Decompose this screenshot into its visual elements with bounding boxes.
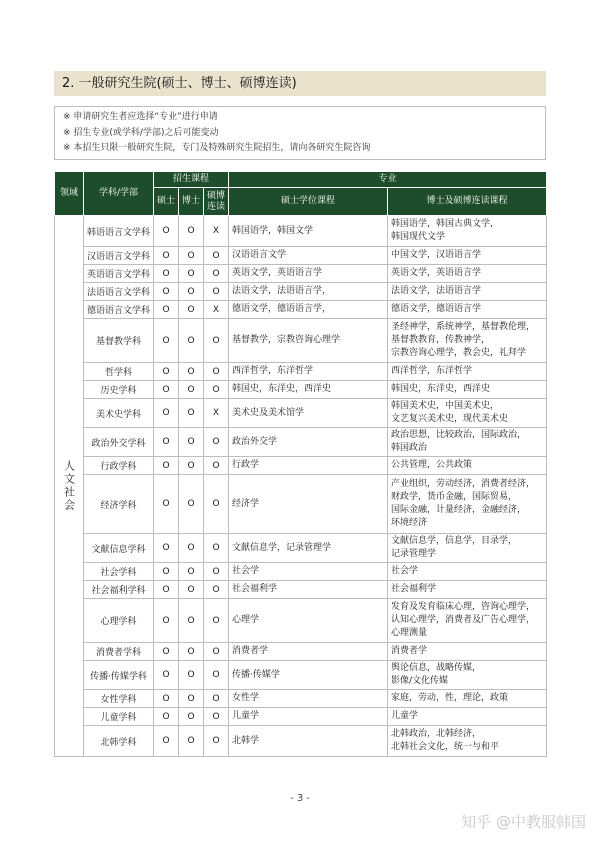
master-courses-cell <box>229 399 388 428</box>
course-line: 文艺复兴美术史，现代美术史 <box>391 414 509 424</box>
doctor-mark: O <box>179 319 204 363</box>
master-mark: O <box>154 216 179 247</box>
master-courses-cell <box>229 534 388 563</box>
table-row <box>55 381 547 399</box>
combined-mark: O <box>204 381 229 399</box>
master-courses-cell <box>229 457 388 475</box>
doctor-mark: O <box>179 457 204 475</box>
course-line: 西洋哲学，东洋哲学 <box>232 366 314 376</box>
master-mark: O <box>154 399 179 428</box>
master-courses-cell <box>229 319 388 363</box>
doctor-courses-cell <box>388 563 547 581</box>
combined-mark: O <box>204 690 229 708</box>
course-line: 儿童学 <box>391 711 419 721</box>
dept-cell: 韩语语言文学科 <box>84 216 154 247</box>
doctor-courses-cell <box>388 399 547 428</box>
master-courses-cell <box>229 690 388 708</box>
course-line: 社会学 <box>391 566 419 576</box>
course-line: 文献信息学，记录管理学 <box>232 542 332 553</box>
doctor-courses-cell <box>388 457 547 475</box>
master-courses-cell <box>229 643 388 661</box>
course-line: 韩国美术史，中国美术史， <box>391 401 500 411</box>
table-row <box>55 216 547 247</box>
combined-mark: O <box>204 283 229 301</box>
dept-cell: 哲学科 <box>84 363 154 381</box>
combined-mark: O <box>204 534 229 563</box>
master-mark: O <box>154 708 179 726</box>
course-line: 北韩政治，北韩经济， <box>391 729 482 739</box>
table-row <box>55 690 547 708</box>
course-line: 韩国史，东洋史，西洋史 <box>232 384 332 394</box>
course-line: 韩国现代文学 <box>391 232 446 242</box>
doctor-courses-cell <box>388 581 547 599</box>
combined-mark: O <box>204 726 229 757</box>
combined-mark: O <box>204 643 229 661</box>
course-line: 美术史及美术馆学 <box>232 407 305 418</box>
watermark: 知乎 @中教服韩国 <box>461 813 586 831</box>
header-area: 领域 <box>55 172 84 216</box>
table-row <box>55 247 547 265</box>
course-line: 发育及发育临床心理，咨询心理学， <box>391 602 536 612</box>
master-courses-cell <box>229 301 388 319</box>
course-line: 北韩社会文化，统一与和平 <box>391 742 500 752</box>
master-mark: O <box>154 661 179 690</box>
table-row <box>55 399 547 428</box>
course-line: 传播·传媒学 <box>232 669 280 680</box>
doctor-mark: O <box>179 690 204 708</box>
master-courses-cell <box>229 381 388 399</box>
course-line: 韩国史，东洋史，西洋史 <box>391 384 491 394</box>
table-row <box>55 475 547 534</box>
header-doctor-courses: 博士及硕博连读课程 <box>388 188 547 216</box>
combined-mark: X <box>204 216 229 247</box>
course-line: 韩国政治 <box>391 443 428 453</box>
master-courses-cell <box>229 661 388 690</box>
course-line: 社会福利学 <box>391 584 437 594</box>
program-table <box>54 171 547 757</box>
master-mark: O <box>154 265 179 283</box>
master-courses-cell <box>229 563 388 581</box>
course-line: 公共管理，公共政策 <box>391 460 473 470</box>
dept-cell: 英语语言文学科 <box>84 265 154 283</box>
dept-cell: 儿童学科 <box>84 708 154 726</box>
course-line: 认知心理学，消费者及广告心理学， <box>391 615 536 625</box>
doctor-courses-cell <box>388 301 547 319</box>
master-courses-cell <box>229 581 388 599</box>
table-row <box>55 363 547 381</box>
doctor-mark: O <box>179 283 204 301</box>
master-courses-cell <box>229 428 388 457</box>
doctor-mark: O <box>179 563 204 581</box>
master-mark: O <box>154 581 179 599</box>
course-line: 中国文学，汉语语言学 <box>391 250 482 260</box>
dept-cell: 文献信息学科 <box>84 534 154 563</box>
doctor-courses-cell <box>388 363 547 381</box>
table-row <box>55 599 547 643</box>
course-line: 财政学，货币金融，国际贸易， <box>391 492 518 502</box>
combined-mark: O <box>204 563 229 581</box>
course-line: 法语文学，法语语言学 <box>391 286 482 296</box>
course-line: 宗教咨询心理学，教会史，礼拜学 <box>391 348 527 358</box>
table-row <box>55 283 547 301</box>
doctor-mark: O <box>179 726 204 757</box>
doctor-courses-cell <box>388 381 547 399</box>
dept-cell: 传播·传媒学科 <box>84 661 154 690</box>
doctor-courses-cell <box>388 475 547 534</box>
combined-mark: O <box>204 457 229 475</box>
doctor-mark: O <box>179 475 204 534</box>
table-row <box>55 428 547 457</box>
table-row <box>55 661 547 690</box>
doctor-courses-cell <box>388 247 547 265</box>
master-mark: O <box>154 381 179 399</box>
course-line: 环境经济 <box>391 518 428 528</box>
master-mark: O <box>154 301 179 319</box>
master-mark: O <box>154 283 179 301</box>
doctor-mark: O <box>179 643 204 661</box>
dept-cell: 经济学科 <box>84 475 154 534</box>
course-line: 德语文学，德语语言学 <box>391 304 482 314</box>
header-doctor: 博士 <box>179 188 204 216</box>
note-item: ※ 招生专业(或学科/学部)之后可能变动 <box>63 127 219 138</box>
doctor-mark: O <box>179 399 204 428</box>
doctor-courses-cell <box>388 428 547 457</box>
page-number: - 3 - <box>290 793 310 804</box>
master-courses-cell <box>229 726 388 757</box>
combined-mark: O <box>204 661 229 690</box>
combined-mark: X <box>204 301 229 319</box>
table-row <box>55 643 547 661</box>
master-mark: O <box>154 475 179 534</box>
course-line: 北韩学 <box>232 735 260 746</box>
course-line: 心理学 <box>232 615 260 625</box>
master-mark: O <box>154 563 179 581</box>
course-line: 影像/文化传媒 <box>391 676 449 686</box>
combined-mark: O <box>204 428 229 457</box>
doctor-mark: O <box>179 581 204 599</box>
doctor-mark: O <box>179 247 204 265</box>
table-row <box>55 563 547 581</box>
course-line: 韩国语学，韩国文学 <box>232 225 314 236</box>
master-mark: O <box>154 690 179 708</box>
header-program: 招生课程 <box>154 172 229 188</box>
master-mark: O <box>154 428 179 457</box>
doctor-courses-cell <box>388 216 547 247</box>
master-courses-cell <box>229 265 388 283</box>
doctor-courses-cell <box>388 265 547 283</box>
course-line: 汉语语言文学 <box>232 250 287 260</box>
combined-mark: O <box>204 708 229 726</box>
master-mark: O <box>154 319 179 363</box>
course-line: 行政学 <box>232 460 260 470</box>
dept-cell: 社会福利学科 <box>84 581 154 599</box>
dept-cell: 北韩学科 <box>84 726 154 757</box>
master-mark: O <box>154 534 179 563</box>
course-line: 韩国语学，韩国古典文学， <box>391 219 500 229</box>
course-line: 消费者学 <box>391 646 428 656</box>
course-line: 圣经神学，系统神学，基督教伦理， <box>391 322 536 332</box>
master-courses-cell <box>229 216 388 247</box>
course-line: 消费者学 <box>232 646 269 656</box>
master-courses-cell <box>229 283 388 301</box>
dept-cell: 心理学科 <box>84 599 154 643</box>
master-courses-cell <box>229 475 388 534</box>
course-line: 社会学 <box>232 566 260 576</box>
course-line: 记录管理学 <box>391 549 437 559</box>
dept-cell: 社会学科 <box>84 563 154 581</box>
combined-mark: O <box>204 265 229 283</box>
note-item: ※ 申请研究生者应选择“专业”进行申请 <box>63 112 218 122</box>
dept-cell: 历史学科 <box>84 381 154 399</box>
doctor-courses-cell <box>388 643 547 661</box>
combined-mark: O <box>204 363 229 381</box>
course-line: 德语文学，德语语言学， <box>232 304 332 314</box>
course-line: 舆论信息，战略传媒， <box>391 663 482 673</box>
dept-cell: 政治外交学科 <box>84 428 154 457</box>
course-line: 儿童学 <box>232 711 260 721</box>
dept-cell: 德语语言文学科 <box>84 301 154 319</box>
doctor-mark: O <box>179 265 204 283</box>
table-row <box>55 265 547 283</box>
master-courses-cell <box>229 599 388 643</box>
course-line: 产业组织，劳动经济，消费者经济， <box>391 479 536 489</box>
note-item: ※ 本招生只限一般研究生院，专门及特殊研究生院招生，请向各研究生院咨询 <box>63 143 371 153</box>
course-line: 家庭，劳动，性，理论，政策 <box>391 693 509 703</box>
course-line: 文献信息学，信息学，目录学， <box>391 536 518 546</box>
course-line: 心理测量 <box>391 628 428 638</box>
master-mark: O <box>154 726 179 757</box>
table-row <box>55 534 547 563</box>
doctor-mark: O <box>179 381 204 399</box>
doctor-mark: O <box>179 708 204 726</box>
doctor-courses-cell <box>388 708 547 726</box>
course-line: 西洋哲学，东洋哲学 <box>391 366 473 376</box>
table-row <box>55 301 547 319</box>
doctor-mark: O <box>179 534 204 563</box>
combined-mark: O <box>204 581 229 599</box>
course-line: 政治外交学 <box>232 436 278 447</box>
combined-mark: O <box>204 475 229 534</box>
doctor-courses-cell <box>388 599 547 643</box>
dept-cell: 消费者学科 <box>84 643 154 661</box>
table-row <box>55 319 547 363</box>
doctor-courses-cell <box>388 534 547 563</box>
course-line: 基督教学，宗教咨询心理学 <box>232 335 341 345</box>
header-master-courses: 硕士学位课程 <box>229 188 388 216</box>
course-line: 英语文学，英语语言学 <box>391 268 482 278</box>
master-mark: O <box>154 457 179 475</box>
doctor-mark: O <box>179 428 204 457</box>
doctor-courses-cell <box>388 690 547 708</box>
table-row <box>55 708 547 726</box>
combined-mark: O <box>204 599 229 643</box>
combined-mark: O <box>204 247 229 265</box>
area-cell: 人文社会 <box>55 216 84 757</box>
table-row <box>55 581 547 599</box>
doctor-mark: O <box>179 661 204 690</box>
dept-cell: 行政学科 <box>84 457 154 475</box>
master-mark: O <box>154 247 179 265</box>
doctor-mark: O <box>179 363 204 381</box>
master-mark: O <box>154 363 179 381</box>
combined-mark: O <box>204 319 229 363</box>
course-line: 基督教教育，传教神学， <box>391 335 491 345</box>
course-line: 经济学 <box>232 498 260 509</box>
header-major: 专业 <box>229 172 547 188</box>
course-line: 社会福利学 <box>232 584 278 594</box>
dept-cell: 女性学科 <box>84 690 154 708</box>
dept-cell: 美术史学科 <box>84 399 154 428</box>
doctor-mark: O <box>179 216 204 247</box>
header-combined: 硕博连读 <box>204 188 229 216</box>
doctor-courses-cell <box>388 726 547 757</box>
master-mark: O <box>154 643 179 661</box>
dept-cell: 汉语语言文学科 <box>84 247 154 265</box>
dept-cell: 法语语言文学科 <box>84 283 154 301</box>
header-master: 硕士 <box>154 188 179 216</box>
section-title: 2. 一般研究生院(硕士、博士、硕博连读) <box>54 71 546 96</box>
course-line: 法语文学，法语语言学， <box>232 286 332 296</box>
doctor-mark: O <box>179 599 204 643</box>
doctor-courses-cell <box>388 319 547 363</box>
master-courses-cell <box>229 363 388 381</box>
doctor-courses-cell <box>388 283 547 301</box>
table-row <box>55 457 547 475</box>
master-mark: O <box>154 599 179 643</box>
combined-mark: X <box>204 399 229 428</box>
header-dept: 学科/学部 <box>84 172 154 216</box>
course-line: 政治思想，比较政治，国际政治， <box>391 430 527 440</box>
dept-cell: 基督教学科 <box>84 319 154 363</box>
table-row <box>55 726 547 757</box>
course-line: 英语文学，英语语言学 <box>232 268 323 278</box>
master-courses-cell <box>229 708 388 726</box>
notes-box <box>54 106 546 160</box>
doctor-courses-cell <box>388 661 547 690</box>
course-line: 国际金融，计量经济，金融经济， <box>391 505 527 515</box>
doctor-mark: O <box>179 301 204 319</box>
course-line: 女性学 <box>232 693 260 703</box>
master-courses-cell <box>229 247 388 265</box>
